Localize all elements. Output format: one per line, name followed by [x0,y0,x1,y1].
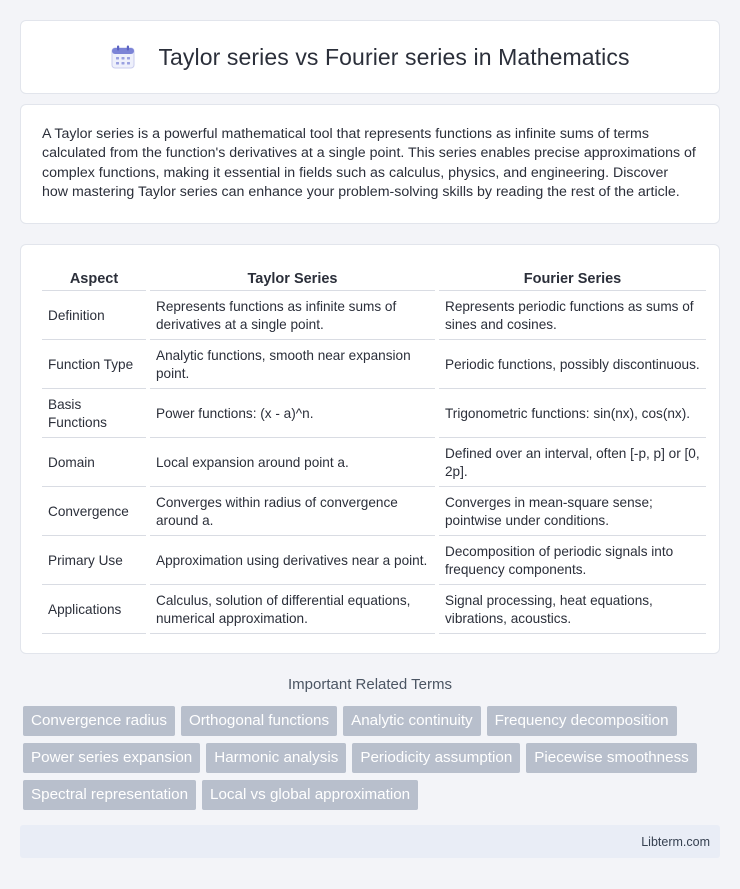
row-aspect: Domain [42,440,146,487]
row-aspect: Convergence [42,489,146,536]
row-taylor: Converges within radius of convergence around a. [150,489,435,536]
row-taylor: Power functions: (x - a)^n. [150,391,435,438]
table-row [42,440,706,487]
tag-harmonic-analysis[interactable]: Harmonic analysis [206,743,346,773]
table-row [42,489,706,536]
tag-convergence-radius[interactable]: Convergence radius [23,706,175,736]
comparison-table [38,265,710,636]
tag-piecewise-smoothness[interactable]: Piecewise smoothness [526,743,696,773]
table-row [42,342,706,389]
row-fourier: Represents periodic functions as sums of sines and cosines. [439,293,706,340]
header-fourier-series: Fourier Series [439,267,706,291]
row-fourier: Trigonometric functions: sin(nx), cos(nx). [439,391,706,438]
calendar-icon [110,44,136,70]
intro-text: A Taylor series is a powerful mathematical tool that represents functions as infinite sums of terms calculated from the function's derivatives at a single point. This series enables precise approximations of complex functions, making it essential in fields such as calculus, physics, and engineering. Discover how mastering Taylor series can enhance your problem-solving skills by reading the rest of the article. [42,126,696,201]
table-row [42,538,706,585]
row-taylor: Local expansion around point a. [150,440,435,487]
related-terms-title: Important Related Terms [288,676,452,693]
row-taylor: Calculus, solution of differential equations, numerical approximation. [150,587,435,634]
row-aspect: Definition [42,293,146,340]
header [110,44,629,71]
comparison-table-card [20,244,720,654]
header-aspect: Aspect [42,267,146,291]
row-fourier: Defined over an interval, often [-p, p] or [0, 2p]. [439,440,706,487]
tag-local-vs-global-approximation[interactable]: Local vs global approximation [202,780,418,810]
footer [20,825,720,858]
row-aspect: Applications [42,587,146,634]
row-fourier: Converges in mean-square sense; pointwise under conditions. [439,489,706,536]
tag-analytic-continuity[interactable]: Analytic continuity [343,706,481,736]
table-row [42,587,706,634]
row-aspect: Basis Functions [42,391,146,438]
row-fourier: Periodic functions, possibly discontinuous. [439,342,706,389]
header-card [20,20,720,94]
table-row [42,293,706,340]
tag-periodicity-assumption[interactable]: Periodicity assumption [352,743,520,773]
row-taylor: Analytic functions, smooth near expansion point. [150,342,435,389]
tag-frequency-decomposition[interactable]: Frequency decomposition [487,706,677,736]
page-title: Taylor series vs Fourier series in Mathematics [158,43,630,70]
tag-spectral-representation[interactable]: Spectral representation [23,780,196,810]
row-fourier: Signal processing, heat equations, vibrations, acoustics. [439,587,706,634]
tag-orthogonal-functions[interactable]: Orthogonal functions [181,706,337,736]
header-taylor-series: Taylor Series [150,267,435,291]
footer-site-link[interactable]: Libterm.com [641,834,710,849]
table-header-row [42,267,706,291]
row-fourier: Decomposition of periodic signals into frequency components. [439,538,706,585]
row-aspect: Primary Use [42,538,146,585]
table-row [42,391,706,438]
tag-power-series-expansion[interactable]: Power series expansion [23,743,200,773]
related-terms-tags [23,706,723,810]
row-aspect: Function Type [42,342,146,389]
row-taylor: Represents functions as infinite sums of derivatives at a single point. [150,293,435,340]
intro-card [20,104,720,224]
row-taylor: Approximation using derivatives near a point. [150,538,435,585]
